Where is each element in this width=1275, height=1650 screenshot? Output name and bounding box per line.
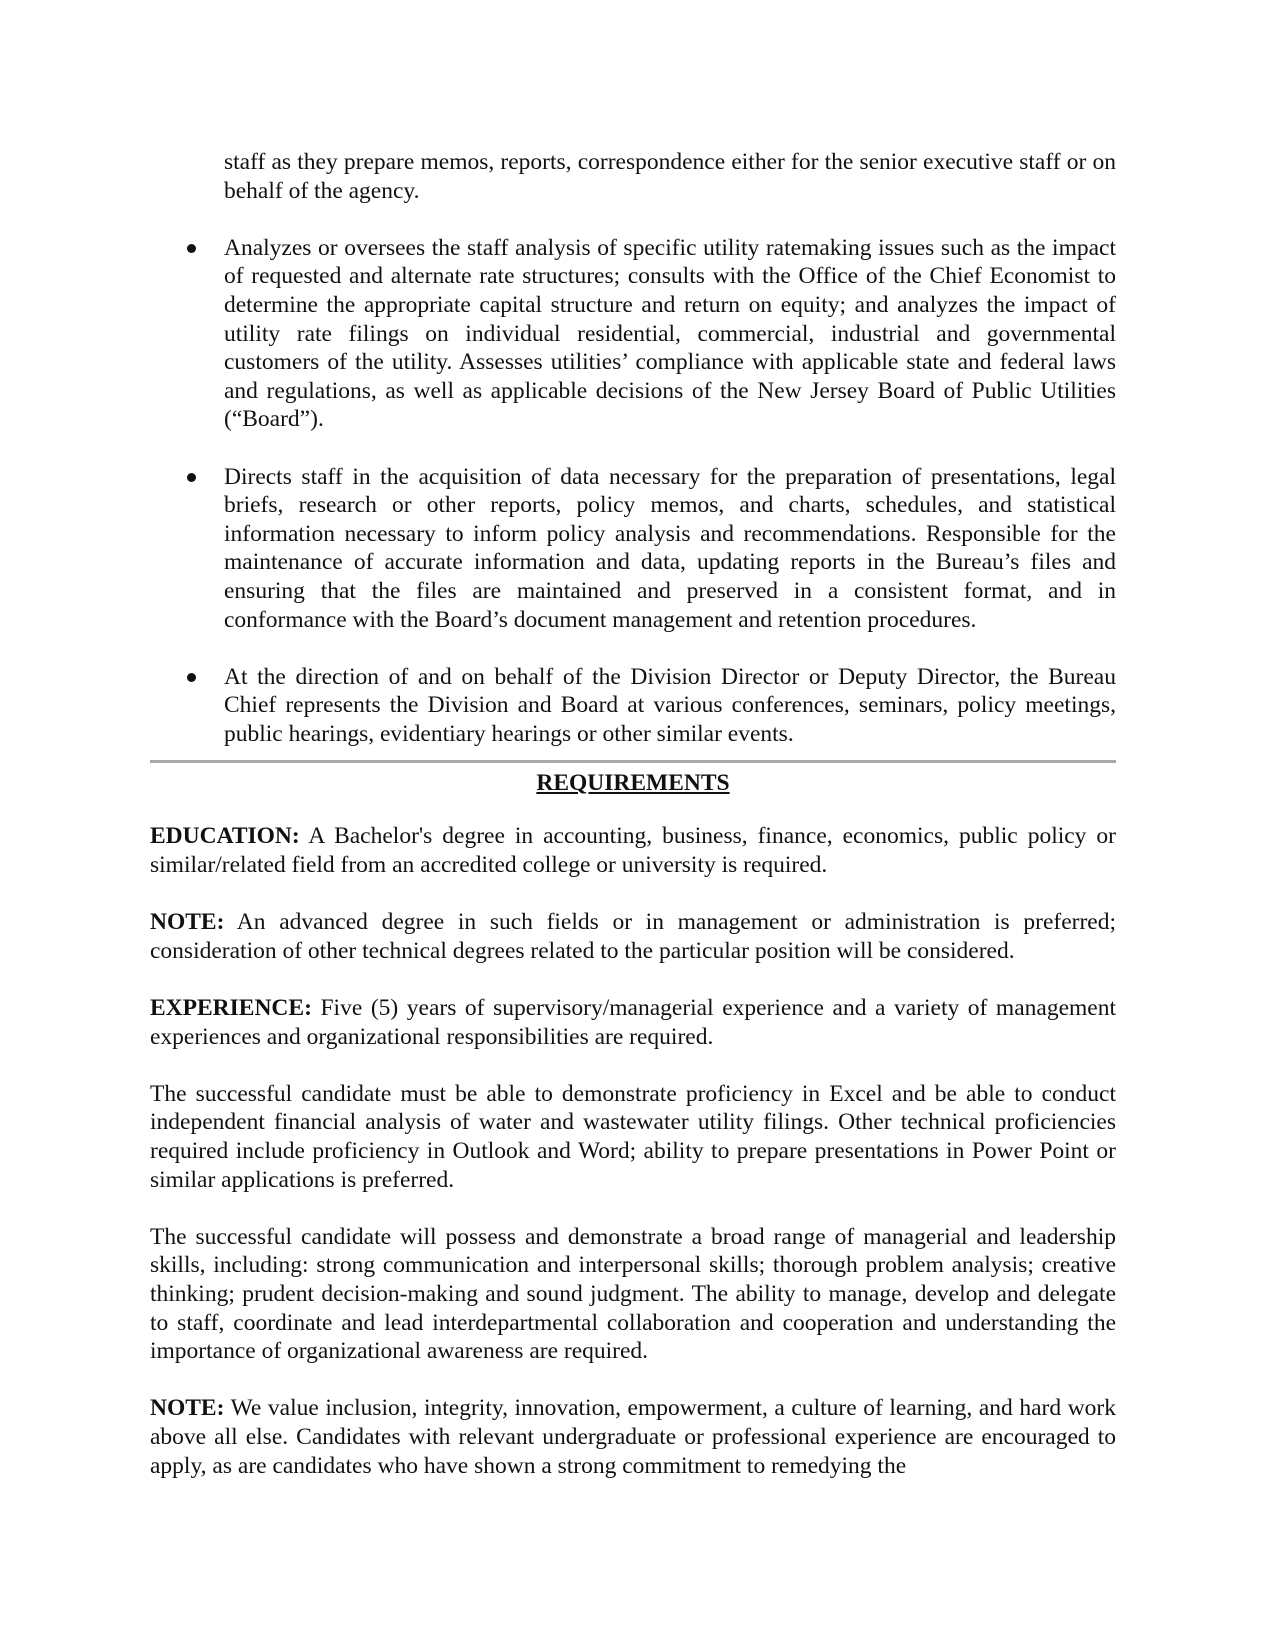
bullet-text: Directs staff in the acquisition of data necessary for the preparation of presentations, legal briefs, research or other reports, policy memos, and charts, schedules, and statistical information necessary to inform policy analysis and recommendations. Responsible for the maintenance of accurate information and data, updating reports in the Bureau’s files and ensuring that the files are maintained and preserved in a consistent format, and in conformance with the Board’s document management and retention procedures. <box>224 463 1116 633</box>
intro-continuation: staff as they prepare memos, reports, correspondence either for the senior executive staff or on behalf of the agency. <box>224 149 1116 204</box>
note-text: An advanced degree in such fields or in management or administration is preferred; consideration of other technical degrees related to the particular position will be considered. <box>150 909 1116 964</box>
bullet-icon <box>187 244 196 253</box>
note-text: We value inclusion, integrity, innovation, empowerment, a culture of learning, and hard work above all else. Candidates with relevant undergraduate or professional experience are encouraged to apply, as are candidates who have shown a strong commitment to remedying the <box>150 1395 1116 1479</box>
education-label: EDUCATION: <box>150 823 300 850</box>
bullet-icon <box>187 473 196 482</box>
proficiency-paragraph: The successful candidate must be able to demonstrate proficiency in Excel and be able to conduct independent financial analysis of water and wastewater utility filings. Other technical proficiencies required include proficiency in Outlook and Word; ability to prepare presentations in Power Point or similar applications is preferred. <box>150 1080 1116 1193</box>
section-divider <box>150 760 1116 763</box>
requirements-heading: REQUIREMENTS <box>536 770 730 797</box>
education-paragraph <box>150 822 1116 879</box>
note-label: NOTE: <box>150 1395 225 1422</box>
inclusion-note-paragraph <box>150 1394 1116 1480</box>
bullet-icon <box>187 673 196 682</box>
list-item <box>150 234 1116 434</box>
duties-list <box>150 234 1116 749</box>
education-text: A Bachelor's degree in accounting, business, finance, economics, public policy or similar/related field from an accredited college or university is required. <box>150 823 1116 879</box>
experience-paragraph <box>150 994 1116 1051</box>
note-paragraph <box>150 908 1116 965</box>
note-label: NOTE: <box>150 909 225 936</box>
document-body <box>150 148 1116 1480</box>
bullet-text: At the direction of and on behalf of the Division Director or Deputy Director, the Bureau Chief represents the Division and Board at various conferences, seminars, policy meetings, public hearings, evidentiary hearings or other similar events. <box>224 663 1116 747</box>
experience-label: EXPERIENCE: <box>150 995 312 1022</box>
skills-paragraph: The successful candidate will possess and demonstrate a broad range of managerial and leadership skills, including: strong communication and interpersonal skills; thorough problem analysis; creative thinking; prudent decision-making and sound judgment. The ability to manage, develop and delegate to staff, coordinate and lead interdepartmental collaboration and cooperation and understanding the importance of organizational awareness are required. <box>150 1223 1116 1365</box>
list-item <box>150 663 1116 749</box>
list-item <box>150 463 1116 635</box>
experience-text: Five (5) years of supervisory/managerial experience and a variety of management experiences and organizational responsibilities are required. <box>150 995 1116 1050</box>
bullet-text: Analyzes or oversees the staff analysis of specific utility ratemaking issues such as the impact of requested and alternate rate structures; consults with the Office of the Chief Economist to determine the appropriate capital structure and return on equity; and analyzes the impact of utility rate filings on individual residential, commercial, industrial and governmental customers of the utility. Assesses utilities’ compliance with applicable state and federal laws and regulations, as well as applicable decisions of the New Jersey Board of Public Utilities (“Board”). <box>224 234 1116 433</box>
